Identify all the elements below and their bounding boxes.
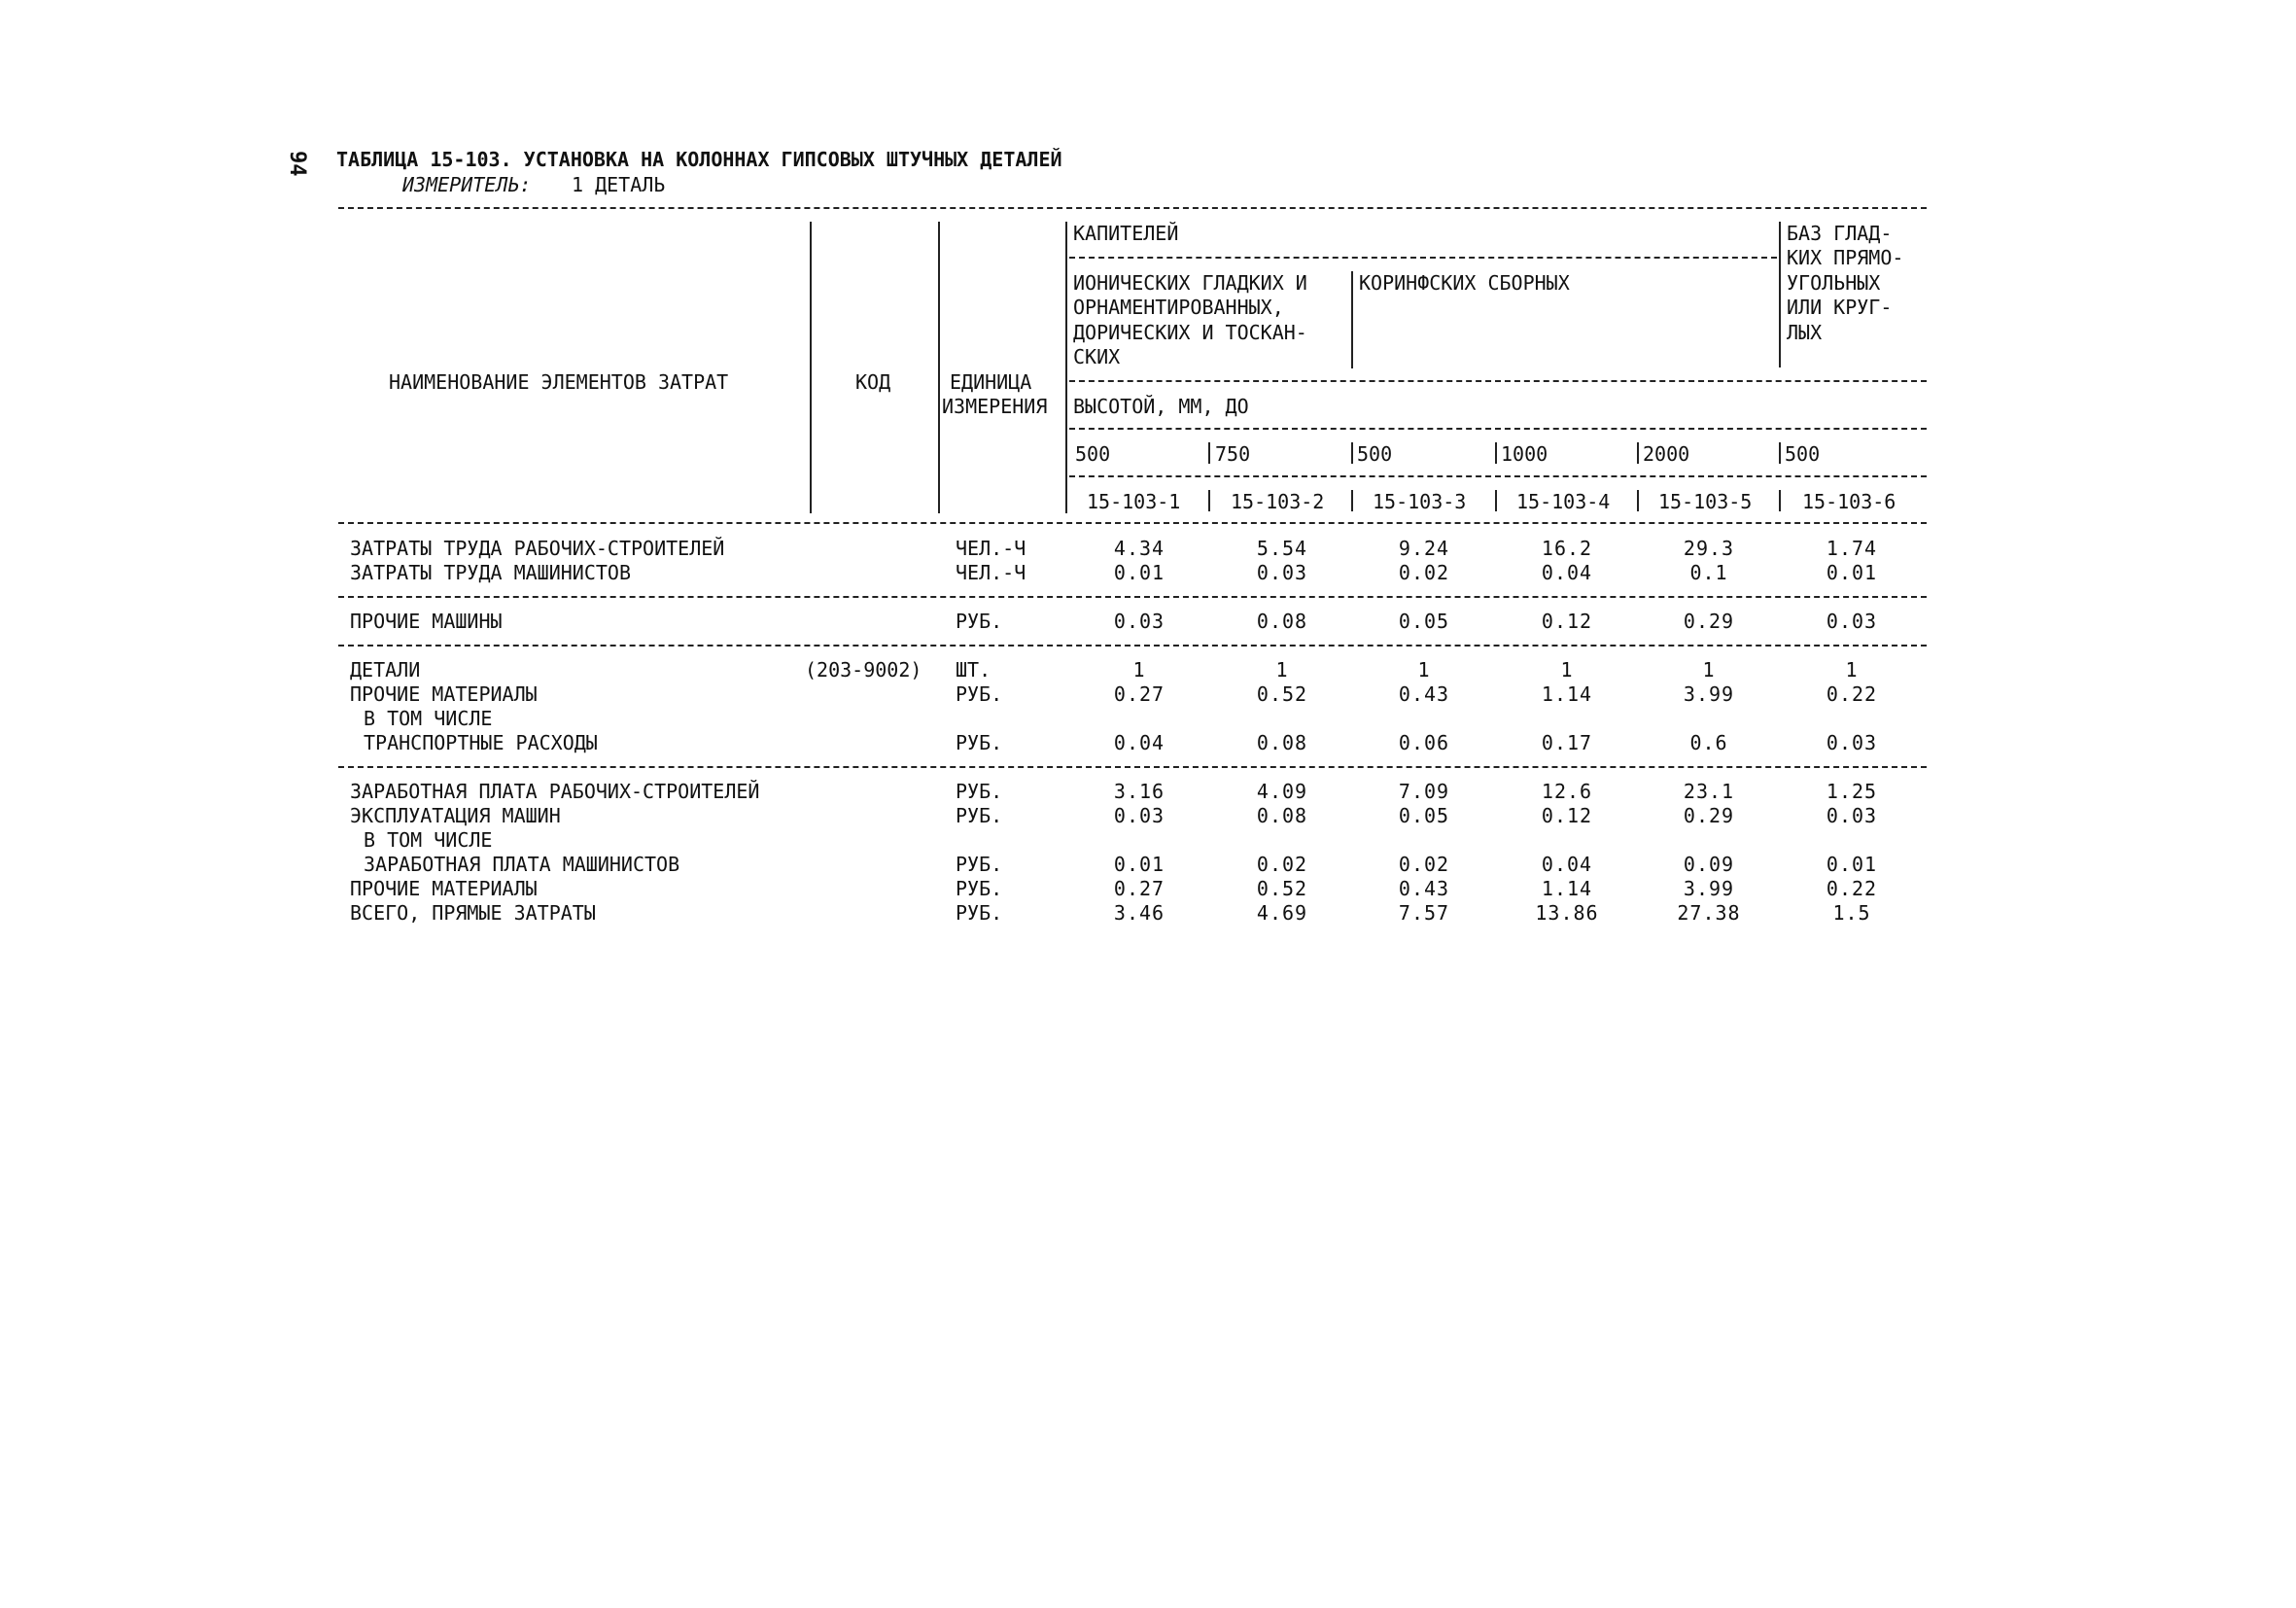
table-title: ТАБЛИЦА 15-103. УСТАНОВКА НА КОЛОННАХ ГИПСОВЫХ ШТУЧНЫХ ДЕТАЛЕЙ <box>336 148 1062 171</box>
row-value: 0.22 <box>1826 682 1878 706</box>
row-value: 0.08 <box>1256 804 1308 827</box>
height-3: 500 <box>1357 442 1393 466</box>
row-value: 4.69 <box>1256 901 1308 925</box>
row-name: ЭКСПЛУАТАЦИЯ МАШИН <box>350 804 561 827</box>
row-value: 0.05 <box>1398 804 1450 827</box>
rule-above-heights <box>1069 428 1927 430</box>
row-name: ТРАНСПОРТНЫЕ РАСХОДЫ <box>364 731 598 754</box>
height-sep-1 <box>1208 442 1210 464</box>
row-value: 1.25 <box>1826 780 1878 803</box>
code-5: 15-103-5 <box>1658 490 1753 513</box>
row-value: 0.08 <box>1256 731 1308 754</box>
header-divider-name-code <box>810 222 812 513</box>
height-5: 2000 <box>1643 442 1690 466</box>
row-value: 0.06 <box>1398 731 1450 754</box>
code-6: 15-103-6 <box>1802 490 1896 513</box>
row-value: 0.27 <box>1113 877 1165 900</box>
row-value: 27.38 <box>1677 901 1741 925</box>
code-sep-3 <box>1495 490 1497 511</box>
row-value: 0.01 <box>1113 853 1165 876</box>
row-name: ПРОЧИЕ МАШИНЫ <box>350 610 503 633</box>
code-1: 15-103-1 <box>1087 490 1181 513</box>
row-value: 0.02 <box>1398 561 1450 584</box>
row-unit: РУБ. <box>956 804 1003 827</box>
row-value: 1 <box>1275 658 1289 682</box>
row-name: ПРОЧИЕ МАТЕРИАЛЫ <box>350 877 538 900</box>
row-value: 0.17 <box>1541 731 1593 754</box>
row-value: 0.08 <box>1256 610 1308 633</box>
code-sep-2 <box>1351 490 1353 511</box>
row-unit: ШТ. <box>956 658 991 682</box>
row-value: 9.24 <box>1398 537 1450 560</box>
group-bases-line-2: КИХ ПРЯМО- <box>1787 246 1904 269</box>
height-sep-5 <box>1779 442 1781 464</box>
header-unit-2: ИЗМЕРЕНИЯ <box>942 395 1048 418</box>
row-value: 0.1 <box>1689 561 1728 584</box>
code-4: 15-103-4 <box>1516 490 1611 513</box>
row-value: 3.46 <box>1113 901 1165 925</box>
sub-ionic-4: СКИХ <box>1073 345 1121 368</box>
row-value: 0.04 <box>1541 561 1593 584</box>
row-value: 0.03 <box>1113 804 1165 827</box>
row-name: ЗАТРАТЫ ТРУДА МАШИНИСТОВ <box>350 561 631 584</box>
sub-ionic-3: ДОРИЧЕСКИХ И ТОСКАН- <box>1073 321 1307 344</box>
row-code: (203-9002) <box>805 658 922 682</box>
row-value: 1.14 <box>1541 877 1593 900</box>
row-value: 0.03 <box>1826 610 1878 633</box>
divider-ionic-corinth <box>1351 271 1353 368</box>
row-name: ЗАРАБОТНАЯ ПЛАТА МАШИНИСТОВ <box>364 853 680 876</box>
row-name: В ТОМ ЧИСЛЕ <box>364 707 493 730</box>
row-value: 16.2 <box>1541 537 1593 560</box>
row-unit: РУБ. <box>956 877 1003 900</box>
sub-ionic-2: ОРНАМЕНТИРОВАННЫХ, <box>1073 296 1284 319</box>
header-unit-1: ЕДИНИЦА <box>950 370 1032 394</box>
row-value: 0.03 <box>1113 610 1165 633</box>
row-value: 0.02 <box>1398 853 1450 876</box>
code-sep-4 <box>1637 490 1639 511</box>
row-value: 0.04 <box>1113 731 1165 754</box>
row-value: 0.12 <box>1541 804 1593 827</box>
code-sep-1 <box>1208 490 1210 511</box>
header-code: КОД <box>855 370 891 394</box>
group-bases-line-3: УГОЛЬНЫХ <box>1787 271 1881 295</box>
row-value: 1 <box>1560 658 1574 682</box>
row-unit: РУБ. <box>956 731 1003 754</box>
header-bottom-rule <box>338 522 1927 524</box>
row-value: 0.04 <box>1541 853 1593 876</box>
code-3: 15-103-3 <box>1373 490 1467 513</box>
top-rule <box>338 207 1927 209</box>
row-name: ДЕТАЛИ <box>350 658 421 682</box>
row-value: 1 <box>1132 658 1146 682</box>
row-unit: ЧЕЛ.-Ч <box>956 537 1026 560</box>
row-value: 0.29 <box>1683 610 1735 633</box>
row-value: 1 <box>1417 658 1431 682</box>
row-value: 4.34 <box>1113 537 1165 560</box>
measure-label: ИЗМЕРИТЕЛЬ: <box>402 173 532 196</box>
row-value: 3.16 <box>1113 780 1165 803</box>
row-value: 23.1 <box>1683 780 1735 803</box>
row-unit: РУБ. <box>956 901 1003 925</box>
row-value: 1.74 <box>1826 537 1878 560</box>
row-name: ВСЕГО, ПРЯМЫЕ ЗАТРАТЫ <box>350 901 596 925</box>
row-value: 0.01 <box>1826 853 1878 876</box>
row-value: 0.01 <box>1113 561 1165 584</box>
row-value: 0.6 <box>1689 731 1728 754</box>
row-value: 0.05 <box>1398 610 1450 633</box>
row-value: 5.54 <box>1256 537 1308 560</box>
row-value: 0.03 <box>1826 731 1878 754</box>
height-sep-2 <box>1351 442 1353 464</box>
row-value: 0.12 <box>1541 610 1593 633</box>
row-name: ЗАРАБОТНАЯ ПЛАТА РАБОЧИХ-СТРОИТЕЛЕЙ <box>350 780 760 803</box>
row-value: 1.5 <box>1832 901 1871 925</box>
row-value: 0.52 <box>1256 877 1308 900</box>
row-value: 1.14 <box>1541 682 1593 706</box>
row-unit: ЧЕЛ.-Ч <box>956 561 1026 584</box>
row-unit: РУБ. <box>956 682 1003 706</box>
row-value: 0.03 <box>1826 804 1878 827</box>
row-value: 0.43 <box>1398 877 1450 900</box>
row-value: 1 <box>1702 658 1716 682</box>
row-name: ЗАТРАТЫ ТРУДА РАБОЧИХ-СТРОИТЕЛЕЙ <box>350 537 725 560</box>
row-value: 4.09 <box>1256 780 1308 803</box>
header-divider-unit-values <box>1065 222 1067 513</box>
group-capitals: КАПИТЕЛЕЙ <box>1073 222 1179 245</box>
row-value: 0.09 <box>1683 853 1735 876</box>
sub-corinth: КОРИНФСКИХ СБОРНЫХ <box>1359 271 1570 295</box>
row-value: 12.6 <box>1541 780 1593 803</box>
section-rule-1 <box>338 596 1927 598</box>
rule-under-capitals <box>1069 257 1777 259</box>
header-name: НАИМЕНОВАНИЕ ЭЛЕМЕНТОВ ЗАТРАТ <box>389 370 729 394</box>
sub-ionic-1: ИОНИЧЕСКИХ ГЛАДКИХ И <box>1073 271 1307 295</box>
measure-value: 1 ДЕТАЛЬ <box>572 173 666 196</box>
section-rule-3 <box>338 766 1927 768</box>
row-value: 7.09 <box>1398 780 1450 803</box>
row-value: 0.29 <box>1683 804 1735 827</box>
height-sep-3 <box>1495 442 1497 464</box>
divider-bases-group <box>1779 222 1781 367</box>
height-6: 500 <box>1785 442 1821 466</box>
code-2: 15-103-2 <box>1231 490 1325 513</box>
page-number: 94 <box>285 151 309 177</box>
row-value: 0.03 <box>1256 561 1308 584</box>
row-value: 13.86 <box>1535 901 1599 925</box>
group-bases-line-4: ИЛИ КРУГ- <box>1787 296 1893 319</box>
rule-above-height <box>1069 380 1927 382</box>
row-value: 3.99 <box>1683 877 1735 900</box>
group-bases-line-5: ЛЫХ <box>1787 321 1823 344</box>
row-value: 0.43 <box>1398 682 1450 706</box>
rule-above-codes <box>1069 475 1927 477</box>
row-value: 0.22 <box>1826 877 1878 900</box>
row-name: В ТОМ ЧИСЛЕ <box>364 828 493 852</box>
section-rule-2 <box>338 645 1927 647</box>
row-value: 0.52 <box>1256 682 1308 706</box>
group-bases-line-1: БАЗ ГЛАД- <box>1787 222 1893 245</box>
row-value: 0.02 <box>1256 853 1308 876</box>
height-label: ВЫСОТОЙ, ММ, ДО <box>1073 395 1249 418</box>
row-value: 29.3 <box>1683 537 1735 560</box>
row-name: ПРОЧИЕ МАТЕРИАЛЫ <box>350 682 538 706</box>
row-unit: РУБ. <box>956 610 1003 633</box>
row-value: 7.57 <box>1398 901 1450 925</box>
row-value: 0.27 <box>1113 682 1165 706</box>
row-value: 1 <box>1845 658 1859 682</box>
row-value: 3.99 <box>1683 682 1735 706</box>
height-1: 500 <box>1075 442 1111 466</box>
row-unit: РУБ. <box>956 780 1003 803</box>
code-sep-5 <box>1779 490 1781 511</box>
height-sep-4 <box>1637 442 1639 464</box>
height-2: 750 <box>1215 442 1251 466</box>
row-value: 0.01 <box>1826 561 1878 584</box>
height-4: 1000 <box>1501 442 1548 466</box>
row-unit: РУБ. <box>956 853 1003 876</box>
header-divider-code-unit <box>938 222 940 513</box>
